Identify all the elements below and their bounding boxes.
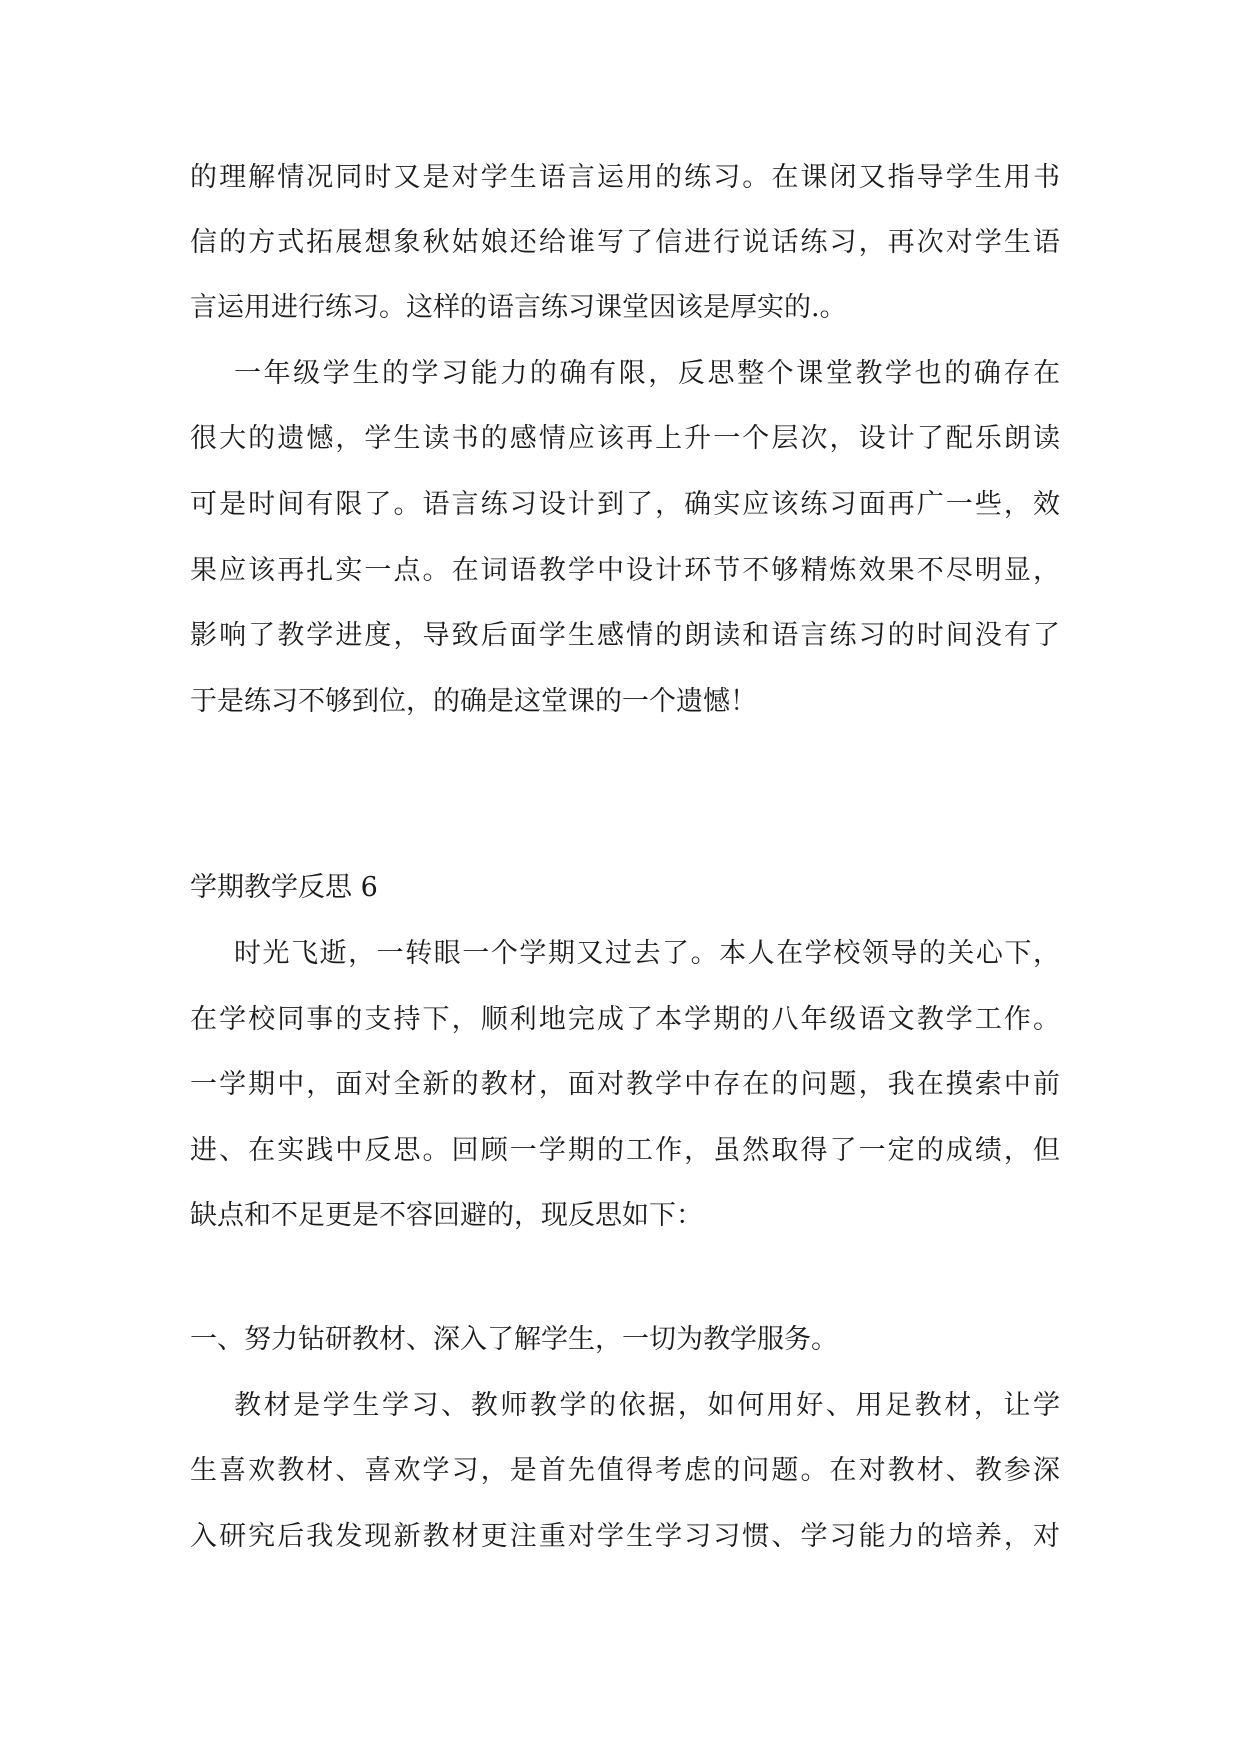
paragraph1-line-1: 的理解情况同时又是对学生语言运用的练习。在课闭又指导学生用书 — [190, 162, 1060, 193]
paragraph2-line-3: 可是时间有限了。语言练习设计到了，确实应该练习面再广一些，效 — [190, 489, 1060, 520]
paragraph2-line-4: 果应该再扎实一点。在词语教学中设计环节不够精炼效果不尽明显， — [190, 555, 1060, 586]
paragraph3-line-1: 时光飞逝，一转眼一个学期又过去了。本人在学校领导的关心下， — [234, 938, 1060, 969]
paragraph2-line-1: 一年级学生的学习能力的确有限，反思整个课堂教学也的确存在 — [234, 358, 1060, 389]
paragraph4-line-1: 教材是学生学习、教师教学的依据，如何用好、用足教材，让学 — [234, 1390, 1060, 1421]
paragraph3-line-2: 在学校同事的支持下，顺利地完成了本学期的八年级语文教学工作。 — [190, 1004, 1060, 1035]
paragraph2-line-5: 影响了教学进度，导致后面学生感情的朗读和语言练习的时间没有了 — [190, 620, 1060, 651]
paragraph4-line-2: 生喜欢教材、喜欢学习，是首先值得考虑的问题。在对教材、教参深 — [190, 1455, 1060, 1486]
paragraph3-line-3: 一学期中，面对全新的教材，面对教学中存在的问题，我在摸索中前 — [190, 1069, 1060, 1100]
paragraph2-line-6: 于是练习不够到位，的确是这堂课的一个遗憾！ — [190, 686, 757, 717]
subheading-1: 一、努力钻研教材、深入了解学生，一切为教学服务。 — [190, 1324, 838, 1355]
section-title: 学期教学反思 6 — [190, 872, 378, 903]
paragraph3-line-5: 缺点和不足更是不容回避的，现反思如下： — [190, 1200, 703, 1231]
paragraph3-line-4: 进、在实践中反思。回顾一学期的工作，虽然取得了一定的成绩，但 — [190, 1135, 1060, 1166]
paragraph4-line-3: 入研究后我发现新教材更注重对学生学习习惯、学习能力的培养，对 — [190, 1521, 1060, 1552]
paragraph1-line-3: 言运用进行练习。这样的语言练习课堂因该是厚实的.。 — [190, 292, 847, 323]
paragraph1-line-2: 信的方式拓展想象秋姑娘还给谁写了信进行说话练习，再次对学生语 — [190, 227, 1060, 258]
paragraph2-line-2: 很大的遗憾，学生读书的感情应该再上升一个层次，设计了配乐朗读 — [190, 423, 1060, 454]
